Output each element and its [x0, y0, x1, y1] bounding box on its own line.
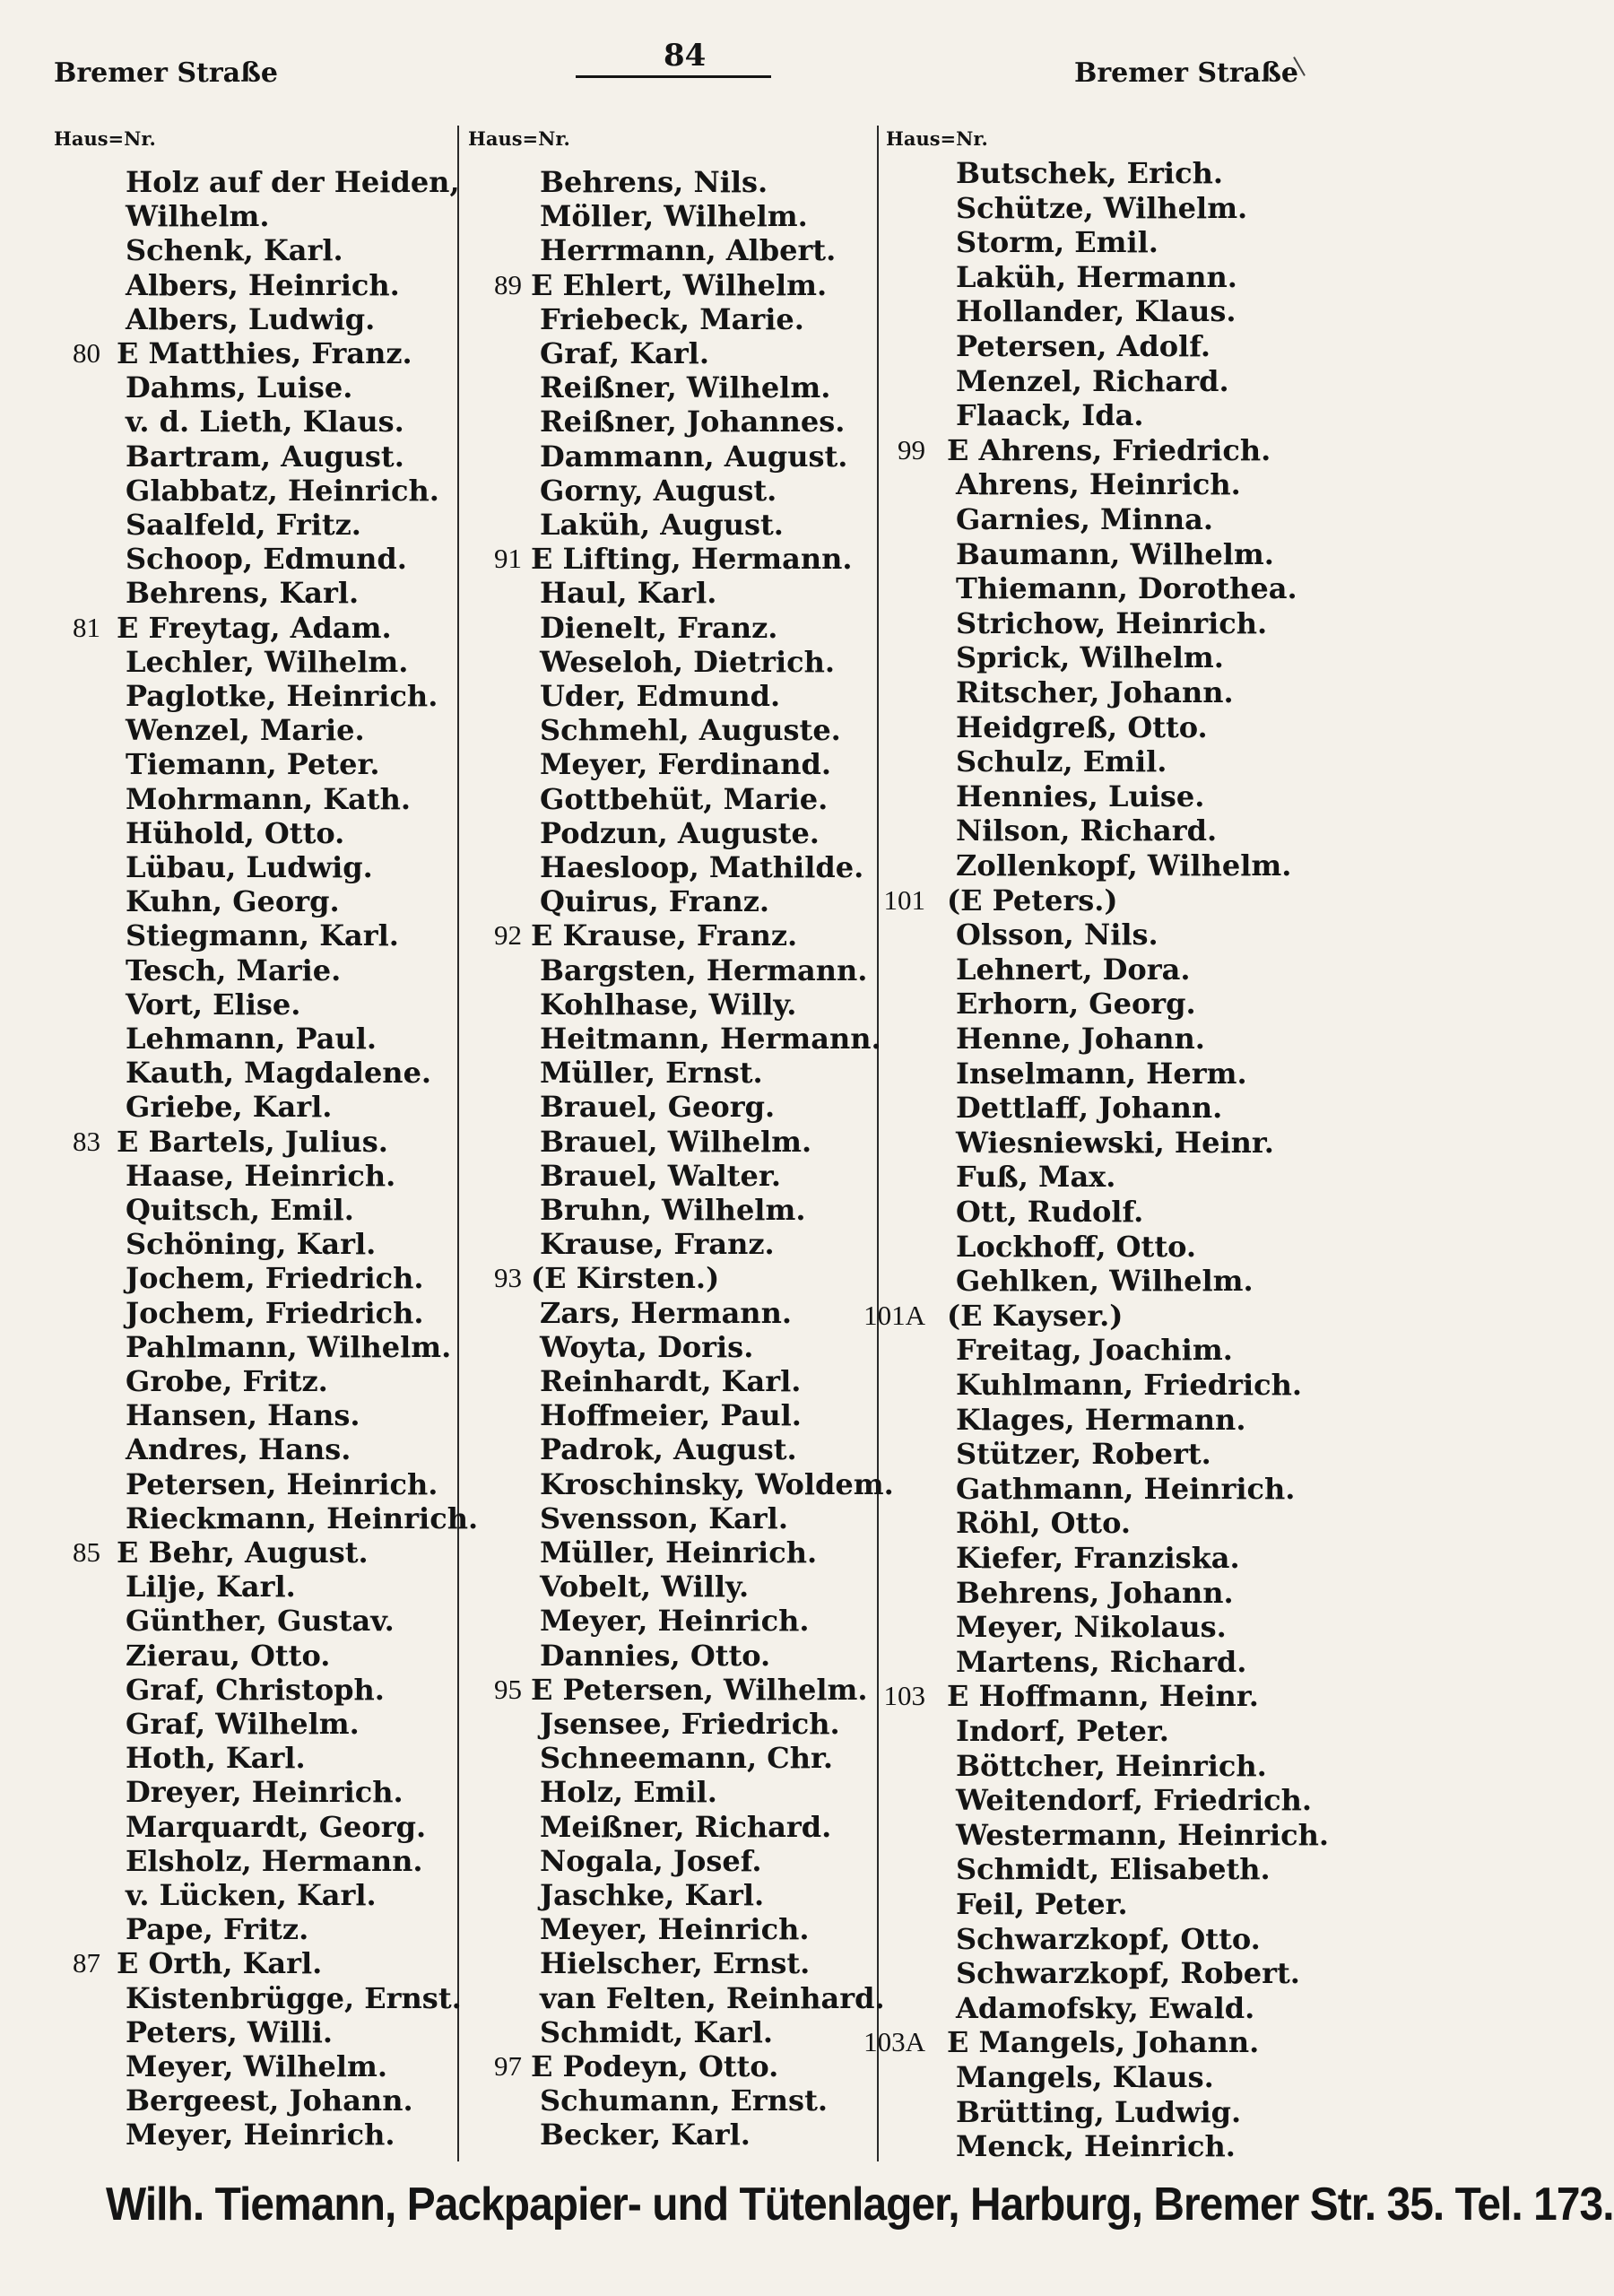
- resident-entry: Andres, Hans.: [126, 1432, 351, 1467]
- resident-entry: Bartram, August.: [126, 439, 404, 474]
- resident-entry: Graf, Karl.: [540, 336, 709, 370]
- resident-entry: Weitendorf, Friedrich.: [956, 1783, 1312, 1818]
- resident-entry: Petersen, Adolf.: [956, 329, 1210, 363]
- footer-advertisement: Wilh. Tiemann, Packpapier- und Tütenlager, Harburg, Bremer Str. 35. Tel. 173.: [106, 2179, 1614, 2231]
- column-divider-1: [457, 126, 459, 2161]
- resident-entry: Klages, Hermann.: [956, 1402, 1246, 1437]
- resident-entry: Wenzel, Marie.: [126, 713, 365, 748]
- house-number: 101: [883, 883, 925, 916]
- resident-entry: Schneemann, Chr.: [540, 1741, 834, 1776]
- resident-entry: Hoth, Karl.: [126, 1741, 306, 1776]
- resident-entry: Nilson, Richard.: [956, 813, 1218, 848]
- house-number: 85: [73, 1536, 100, 1568]
- resident-entry: Krause, Franz.: [540, 1227, 775, 1262]
- resident-entry: Schoop, Edmund.: [126, 542, 407, 577]
- resident-entry: Müller, Heinrich.: [540, 1535, 818, 1570]
- resident-entry: Dahms, Luise.: [126, 370, 353, 405]
- house-number: 93: [494, 1262, 522, 1294]
- resident-entry: Brütting, Ludwig.: [956, 2094, 1242, 2129]
- resident-entry: Flaack, Ida.: [956, 398, 1144, 433]
- resident-entry: Jaschke, Karl.: [540, 1878, 765, 1912]
- resident-entry: Jsensee, Friedrich.: [540, 1707, 840, 1741]
- resident-entry: Henne, Johann.: [956, 1022, 1205, 1056]
- resident-entry: Ritscher, Johann.: [956, 675, 1234, 709]
- house-number: 95: [494, 1673, 522, 1705]
- resident-entry: Schmehl, Auguste.: [540, 713, 841, 748]
- resident-entry: Meyer, Nikolaus.: [956, 1610, 1227, 1645]
- resident-entry: Schenk, Karl.: [126, 233, 343, 268]
- resident-entry: Meyer, Heinrich.: [540, 1912, 810, 1947]
- house-number: 80: [73, 337, 100, 369]
- resident-entry: (E Kayser.): [947, 1298, 1124, 1333]
- resident-entry: Lehmann, Paul.: [126, 1022, 377, 1056]
- resident-entry: Kuhn, Georg.: [126, 884, 340, 919]
- resident-entry: Mangels, Klaus.: [956, 2060, 1214, 2094]
- resident-entry: Zollenkopf, Wilhelm.: [956, 848, 1292, 883]
- resident-entry: Menzel, Richard.: [956, 363, 1229, 398]
- resident-entry: Laküh, August.: [540, 508, 784, 542]
- resident-entry: Tesch, Marie.: [126, 952, 342, 987]
- house-number: 103: [883, 1680, 925, 1712]
- resident-entry: Mohrmann, Kath.: [126, 781, 412, 816]
- resident-entry: Laküh, Hermann.: [956, 259, 1237, 294]
- house-number: 83: [73, 1125, 100, 1157]
- resident-entry: Elsholz, Hermann.: [126, 1843, 423, 1878]
- resident-entry: v. d. Lieth, Klaus.: [126, 404, 404, 439]
- resident-entry: Stützer, Robert.: [956, 1437, 1211, 1472]
- resident-entry: Jochem, Friedrich.: [126, 1295, 424, 1330]
- resident-entry: Heitmann, Hermann.: [540, 1022, 881, 1056]
- resident-entry: Holz, Emil.: [540, 1775, 717, 1810]
- house-number: 89: [494, 268, 522, 300]
- resident-entry: Albers, Heinrich.: [126, 267, 400, 302]
- resident-entry: Feil, Peter.: [956, 1887, 1128, 1921]
- resident-entry: Griebe, Karl.: [126, 1090, 333, 1125]
- resident-entry: Strichow, Heinrich.: [956, 605, 1268, 640]
- column-label-3: Haus=Nr.: [886, 127, 988, 150]
- resident-entry: Schwarzkopf, Otto.: [956, 1921, 1261, 1956]
- resident-entry: Schütze, Wilhelm.: [956, 190, 1248, 225]
- resident-entry: Olsson, Nils.: [956, 918, 1158, 952]
- resident-entry: Podzun, Auguste.: [540, 815, 820, 850]
- resident-entry: Pape, Fritz.: [126, 1912, 309, 1947]
- resident-entry: Brauel, Wilhelm.: [540, 1124, 812, 1159]
- resident-entry: Bargsten, Hermann.: [540, 952, 868, 987]
- resident-entry: Martens, Richard.: [956, 1644, 1247, 1679]
- resident-entry: Holz auf der Heiden,: [126, 165, 460, 199]
- resident-entry: Gottbehüt, Marie.: [540, 781, 829, 816]
- resident-entry: Tiemann, Peter.: [126, 747, 380, 782]
- resident-entry: E Hoffmann, Heinr.: [947, 1679, 1259, 1714]
- resident-entry: Pahlmann, Wilhelm.: [126, 1329, 452, 1364]
- resident-entry: Hansen, Hans.: [126, 1398, 360, 1433]
- resident-entry: Menck, Heinrich.: [956, 2129, 1236, 2164]
- resident-entry: Bergeest, Johann.: [126, 2083, 413, 2118]
- resident-entry: Reinhardt, Karl.: [540, 1364, 802, 1398]
- resident-entry: Reißner, Johannes.: [540, 404, 846, 439]
- page-number-rule: [576, 75, 771, 78]
- resident-entry: Padrok, August.: [540, 1432, 797, 1467]
- resident-entry: Glabbatz, Heinrich.: [126, 473, 439, 508]
- resident-entry: E Ehlert, Wilhelm.: [531, 267, 828, 302]
- house-number: 101A: [863, 1299, 925, 1331]
- resident-entry: E Freytag, Adam.: [117, 610, 392, 645]
- resident-entry: Röhl, Otto.: [956, 1506, 1131, 1541]
- resident-entry: Lehnert, Dora.: [956, 952, 1191, 987]
- resident-entry: E Matthies, Franz.: [117, 336, 412, 370]
- resident-entry: Adamofsky, Ewald.: [956, 1990, 1255, 2025]
- resident-entry: Grobe, Fritz.: [126, 1364, 328, 1398]
- resident-entry: Behrens, Johann.: [956, 1575, 1234, 1610]
- resident-entry: E Behr, August.: [117, 1535, 369, 1570]
- house-number: 87: [73, 1947, 100, 1979]
- house-number: 81: [73, 611, 100, 643]
- resident-entry: Nogala, Josef.: [540, 1843, 762, 1878]
- resident-entry: E Mangels, Johann.: [947, 2025, 1260, 2060]
- resident-entry: Möller, Wilhelm.: [540, 199, 808, 234]
- resident-entry: Lechler, Wilhelm.: [126, 644, 409, 679]
- resident-entry: Hielscher, Ernst.: [540, 1946, 811, 1981]
- resident-entry: Garnies, Minna.: [956, 502, 1213, 536]
- resident-entry: Erhorn, Georg.: [956, 987, 1196, 1022]
- resident-entry: Hollander, Klaus.: [956, 294, 1237, 329]
- resident-entry: Rieckmann, Heinrich.: [126, 1500, 479, 1535]
- resident-entry: Reißner, Wilhelm.: [540, 370, 831, 405]
- resident-entry: Albers, Ludwig.: [126, 301, 376, 336]
- resident-entry: Westermann, Heinrich.: [956, 1817, 1330, 1852]
- resident-entry: Stiegmann, Karl.: [126, 918, 399, 953]
- resident-entry: Schmidt, Karl.: [540, 2014, 774, 2049]
- resident-entry: Bruhn, Wilhelm.: [540, 1193, 806, 1227]
- resident-entry: Thiemann, Dorothea.: [956, 571, 1297, 606]
- resident-entry: Schumann, Ernst.: [540, 2083, 828, 2118]
- resident-entry: Dannies, Otto.: [540, 1638, 771, 1673]
- resident-entry: Baumann, Wilhelm.: [956, 536, 1274, 571]
- resident-entry: Gorny, August.: [540, 473, 777, 508]
- resident-entry: Woyta, Doris.: [540, 1329, 754, 1364]
- resident-entry: E Podeyn, Otto.: [531, 2049, 779, 2083]
- resident-entry: Lockhoff, Otto.: [956, 1229, 1197, 1264]
- column-label-2: Haus=Nr.: [468, 127, 570, 150]
- resident-entry: Schöning, Karl.: [126, 1227, 377, 1262]
- resident-entry: Saalfeld, Fritz.: [126, 508, 361, 542]
- resident-entry: van Felten, Reinhard.: [540, 1980, 885, 2015]
- resident-entry: Uder, Edmund.: [540, 679, 781, 713]
- resident-entry: Kroschinsky, Woldem.: [540, 1466, 894, 1501]
- resident-entry: Behrens, Nils.: [540, 165, 768, 199]
- resident-entry: Lübau, Ludwig.: [126, 850, 373, 884]
- resident-entry: Gehlken, Wilhelm.: [956, 1264, 1254, 1299]
- resident-entry: Sprick, Wilhelm.: [956, 640, 1224, 675]
- resident-entry: Hoffmeier, Paul.: [540, 1398, 802, 1433]
- house-number: 99: [898, 433, 925, 465]
- resident-entry: Kauth, Magdalene.: [126, 1056, 432, 1091]
- resident-entry: Dreyer, Heinrich.: [126, 1775, 404, 1810]
- resident-entry: Herrmann, Albert.: [540, 233, 837, 268]
- resident-entry: Böttcher, Heinrich.: [956, 1748, 1267, 1783]
- header-street-right: Bremer Straße: [1074, 57, 1298, 89]
- resident-entry: Meyer, Heinrich.: [126, 2118, 395, 2152]
- house-number: 97: [494, 2050, 522, 2082]
- resident-entry: Kohlhase, Willy.: [540, 987, 797, 1022]
- resident-entry: Brauel, Walter.: [540, 1158, 781, 1193]
- resident-entry: Svensson, Karl.: [540, 1500, 788, 1535]
- resident-entry: Quitsch, Emil.: [126, 1193, 354, 1227]
- resident-entry: E Lifting, Hermann.: [531, 542, 853, 577]
- resident-entry: Friebeck, Marie.: [540, 301, 804, 336]
- resident-entry: Hühold, Otto.: [126, 815, 345, 850]
- resident-entry: Dammann, August.: [540, 439, 848, 474]
- resident-entry: Ahrens, Heinrich.: [956, 467, 1241, 502]
- resident-entry: Schwarzkopf, Robert.: [956, 1956, 1300, 1991]
- resident-entry: Vobelt, Willy.: [540, 1570, 750, 1605]
- resident-entry: Haesloop, Mathilde.: [540, 850, 864, 884]
- resident-entry: Meyer, Heinrich.: [540, 1604, 810, 1639]
- resident-entry: Petersen, Heinrich.: [126, 1466, 438, 1501]
- resident-entry: E Petersen, Wilhelm.: [531, 1672, 868, 1707]
- resident-entry: Butschek, Erich.: [956, 156, 1223, 190]
- resident-entry: Kistenbrügge, Ernst.: [126, 1980, 462, 2015]
- resident-entry: Becker, Karl.: [540, 2118, 751, 2152]
- resident-entry: v. Lücken, Karl.: [126, 1878, 377, 1912]
- page-number: 84: [664, 38, 707, 74]
- resident-entry: Haase, Heinrich.: [126, 1158, 396, 1193]
- house-number: 91: [494, 543, 522, 575]
- resident-entry: Wiesniewski, Heinr.: [956, 1125, 1274, 1160]
- resident-entry: Inselmann, Herm.: [956, 1056, 1247, 1091]
- column-divider-2: [877, 126, 879, 2161]
- resident-entry: Kuhlmann, Friedrich.: [956, 1368, 1303, 1402]
- resident-entry: Haul, Karl.: [540, 576, 717, 611]
- header-street-left: Bremer Straße: [54, 57, 278, 89]
- resident-entry: Müller, Ernst.: [540, 1056, 763, 1091]
- resident-entry: (E Peters.): [947, 883, 1118, 918]
- resident-entry: Fuß, Max.: [956, 1160, 1116, 1195]
- resident-entry: Paglotke, Heinrich.: [126, 679, 438, 713]
- resident-entry: Marquardt, Georg.: [126, 1809, 427, 1844]
- resident-entry: Heidgreß, Otto.: [956, 709, 1208, 744]
- resident-entry: Ott, Rudolf.: [956, 1195, 1144, 1229]
- resident-entry: Graf, Wilhelm.: [126, 1707, 360, 1741]
- resident-entry: Günther, Gustav.: [126, 1604, 395, 1639]
- resident-entry: E Bartels, Julius.: [117, 1124, 388, 1159]
- resident-entry: E Ahrens, Friedrich.: [947, 432, 1271, 467]
- resident-entry: Meißner, Richard.: [540, 1809, 832, 1844]
- resident-entry: Dienelt, Franz.: [540, 610, 778, 645]
- resident-entry: Dettlaff, Johann.: [956, 1091, 1223, 1126]
- resident-entry: Gathmann, Heinrich.: [956, 1471, 1296, 1506]
- resident-entry: Graf, Christoph.: [126, 1672, 385, 1707]
- house-number: 92: [494, 919, 522, 952]
- resident-entry: Zars, Hermann.: [540, 1295, 792, 1330]
- resident-entry: Storm, Emil.: [956, 225, 1158, 260]
- resident-entry: E Orth, Karl.: [117, 1946, 323, 1981]
- resident-entry: Indorf, Peter.: [956, 1714, 1169, 1748]
- resident-entry: E Krause, Franz.: [531, 918, 798, 953]
- resident-entry: Peters, Willi.: [126, 2014, 333, 2049]
- resident-entry: Zierau, Otto.: [126, 1638, 331, 1673]
- resident-entry: Behrens, Karl.: [126, 576, 360, 611]
- resident-entry: Freitag, Joachim.: [956, 1333, 1233, 1368]
- resident-entry: Weseloh, Dietrich.: [540, 644, 836, 679]
- resident-entry: Brauel, Georg.: [540, 1090, 776, 1125]
- column-label-1: Haus=Nr.: [54, 127, 156, 150]
- resident-entry: Jochem, Friedrich.: [126, 1261, 424, 1296]
- resident-entry: Lilje, Karl.: [126, 1570, 296, 1605]
- resident-entry: Hennies, Luise.: [956, 778, 1205, 813]
- resident-entry: Schmidt, Elisabeth.: [956, 1852, 1271, 1887]
- resident-entry: Quirus, Franz.: [540, 884, 770, 919]
- resident-entry: Meyer, Wilhelm.: [126, 2049, 388, 2083]
- resident-entry: (E Kirsten.): [531, 1261, 720, 1296]
- resident-entry: Wilhelm.: [126, 199, 270, 234]
- resident-entry: Kiefer, Franziska.: [956, 1541, 1240, 1575]
- resident-entry: Vort, Elise.: [126, 987, 301, 1022]
- resident-entry: Meyer, Ferdinand.: [540, 747, 832, 782]
- resident-entry: Schulz, Emil.: [956, 744, 1167, 779]
- house-number: 103A: [863, 2026, 925, 2058]
